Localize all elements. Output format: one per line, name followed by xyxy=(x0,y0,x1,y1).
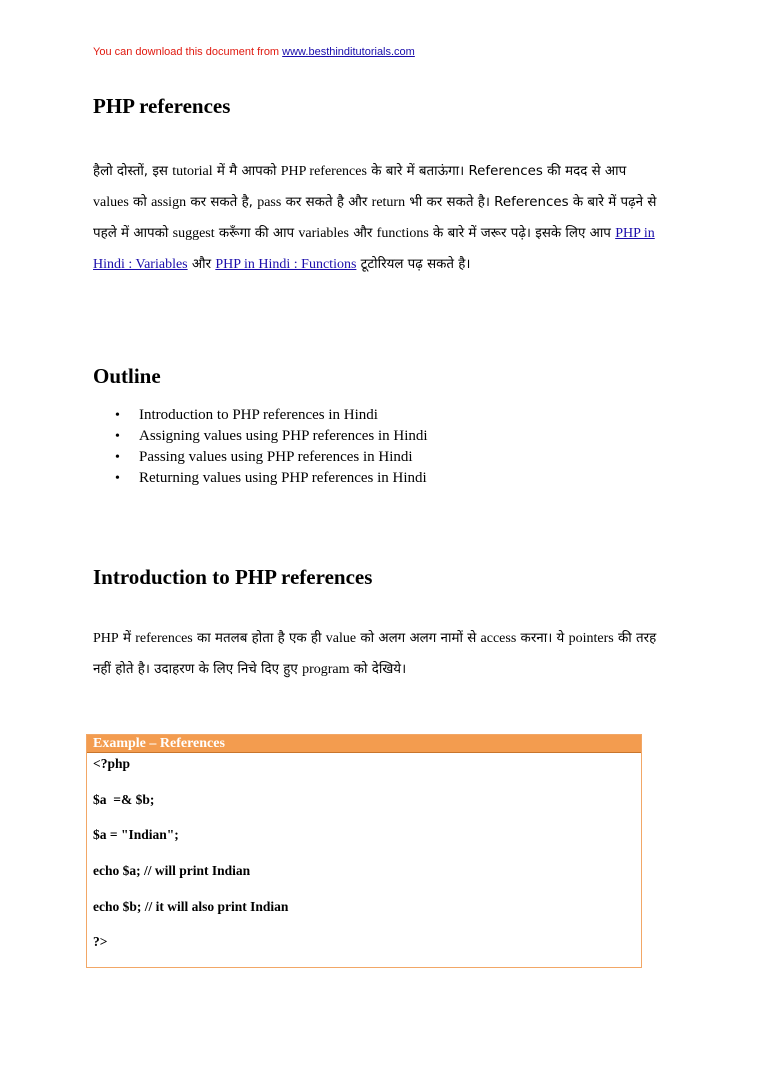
text-run: में मै आपको xyxy=(216,164,277,179)
intro-paragraph xyxy=(93,156,665,280)
text-run: की तरह नहीं होते है। उदाहरण के लिए निचे दिए हुए xyxy=(93,631,657,677)
list-item-label: Returning values using PHP references in Hindi xyxy=(139,470,427,486)
code-line: <?php xyxy=(93,756,130,771)
text-run: को देखिये। xyxy=(353,662,407,677)
section-paragraph xyxy=(93,623,665,685)
bullet-icon: • xyxy=(115,471,120,486)
page-title: PHP references xyxy=(93,94,231,118)
list-item xyxy=(93,468,428,489)
text-run: variables xyxy=(298,226,349,241)
text-run: कर सकते है और xyxy=(285,195,368,210)
example-box xyxy=(86,734,642,968)
code-block xyxy=(87,753,641,949)
code-line: echo $b; // it will also print Indian xyxy=(93,899,289,914)
text-run: program xyxy=(302,662,350,677)
text-run: टूटोरियल पढ़ सकते है। xyxy=(360,257,471,272)
text-run: में xyxy=(122,631,131,646)
example-heading: Example – References xyxy=(87,735,641,753)
text-run: का मतलब होता है एक ही xyxy=(197,631,322,646)
text-run: और xyxy=(191,257,212,272)
text-run: return xyxy=(371,195,406,210)
outline-list xyxy=(93,405,428,489)
list-item xyxy=(93,405,428,426)
code-line: echo $a; // will print Indian xyxy=(93,863,251,878)
list-item xyxy=(93,426,428,447)
text-run: हैलो दोस्तों, इस xyxy=(93,164,168,179)
text-run: functions xyxy=(376,226,429,241)
text-run: access xyxy=(480,631,517,646)
php-variables-link[interactable]: PHP in Hindi : Variables xyxy=(93,226,655,272)
list-item-label: Introduction to PHP references in Hindi xyxy=(139,407,378,423)
text-run: PHP xyxy=(93,631,119,646)
text-run: PHP references xyxy=(280,164,367,179)
text-run: को xyxy=(133,195,147,210)
text-run: pass xyxy=(257,195,282,210)
text-run: करूँगा की आप xyxy=(218,226,295,241)
text-run: suggest xyxy=(172,226,215,241)
text-run: values xyxy=(93,195,129,210)
list-item-label: Passing values using PHP references in Hindi xyxy=(139,449,413,465)
text-run: value xyxy=(325,631,357,646)
text-run: के बारे में बताऊंगा। References की मदद से आप xyxy=(371,164,627,179)
bullet-icon: • xyxy=(115,408,120,423)
section-heading: Introduction to PHP references xyxy=(93,565,373,589)
text-run: करना। ये xyxy=(520,631,565,646)
bullet-icon: • xyxy=(115,450,120,465)
text-run: references xyxy=(135,631,193,646)
outline-heading: Outline xyxy=(93,364,161,388)
header-text: You can download this document from xyxy=(93,46,280,58)
text-run: assign xyxy=(151,195,187,210)
download-header xyxy=(93,46,415,58)
text-run: tutorial xyxy=(172,164,213,179)
text-run: pointers xyxy=(568,631,614,646)
list-item-label: Assigning values using PHP references in Hindi xyxy=(139,428,428,444)
text-run: भी कर सकते है। References के बारे में पढ़ने से पहले में आपको xyxy=(93,195,657,241)
list-item xyxy=(93,447,428,468)
text-run: के बारे में जरूर पढ़े। इसके लिए आप xyxy=(433,226,611,241)
code-line: $a = "Indian"; xyxy=(93,827,179,842)
php-functions-link[interactable]: PHP in Hindi : Functions xyxy=(215,257,357,272)
code-line: $a =& $b; xyxy=(93,792,155,807)
text-run: और xyxy=(353,226,373,241)
code-line: ?> xyxy=(93,934,108,949)
bullet-icon: • xyxy=(115,429,120,444)
text-run: कर सकते है, xyxy=(190,195,253,210)
website-link[interactable]: www.besthinditutorials.com xyxy=(282,46,415,58)
text-run: को अलग अलग नामों से xyxy=(360,631,477,646)
